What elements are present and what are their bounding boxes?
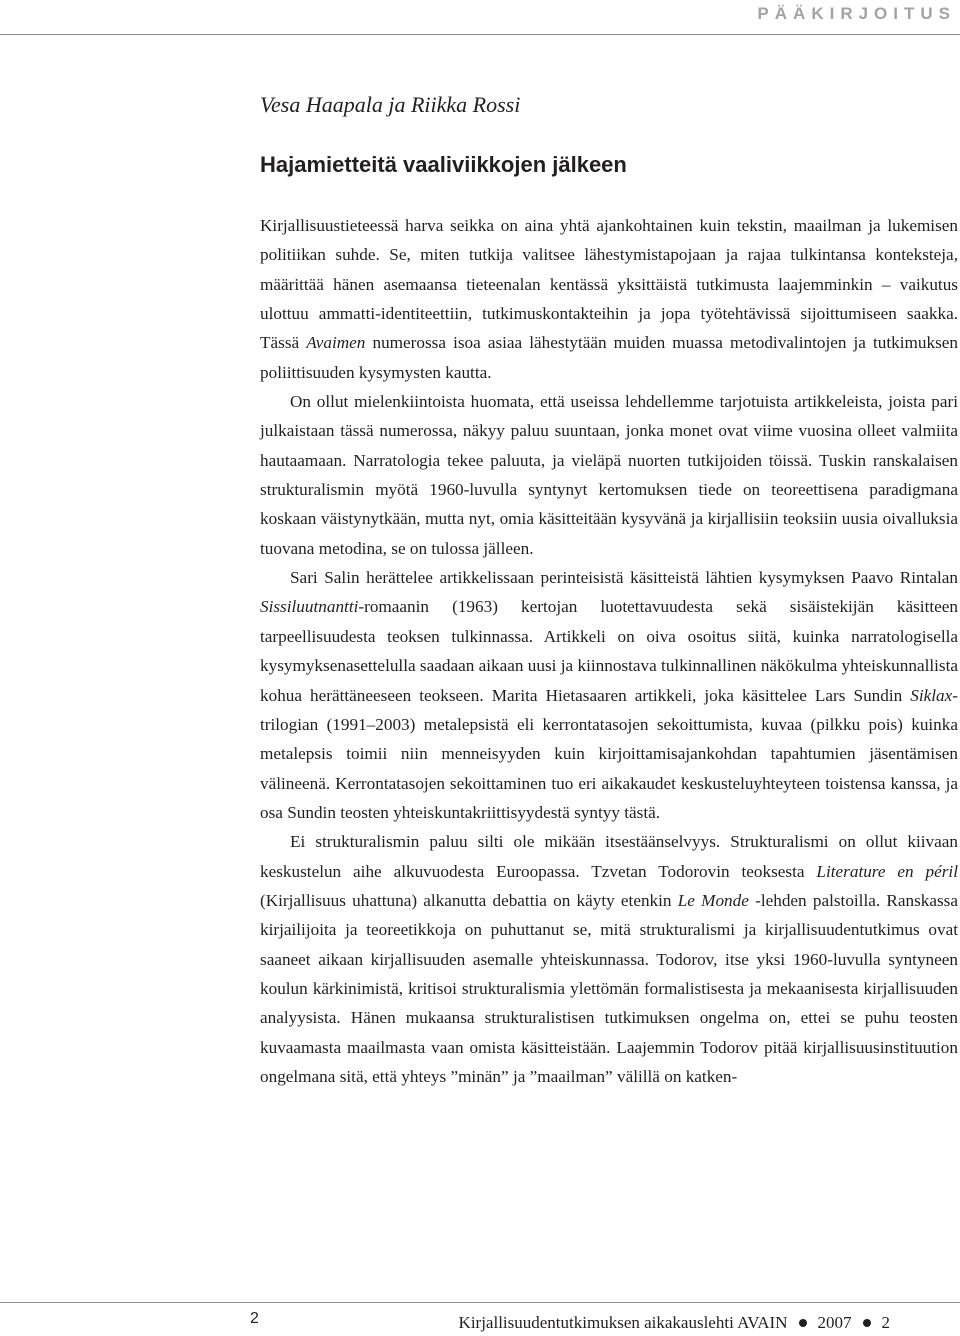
italic-title: Siklax [910, 685, 953, 705]
text-run: Sari Salin herättelee artikkelissaan perinteisistä käsitteistä lähtien kysymyksen Paavo Rintalan [290, 568, 958, 588]
footer-rule [0, 1302, 960, 1303]
text-run: -trilogian (1991–2003) metalepsistä eli kerrontatasojen sekoittumista, kuvaa (pilkku pois) kuinka metalepsis toimii niin menneisyyden kuin kirjoittamisajankohdan tapahtumien jäsentämisen välineenä. Kerrontatasojen sekoittaminen tuo eri aikakaudet keskusteluyhteyteen toistensa kanssa, ja osa Sundin teosten yhteiskuntakriittisyydestä syntyy tästä. [260, 685, 958, 822]
italic-title: Le Monde [677, 890, 749, 910]
bullet-icon [799, 1319, 807, 1327]
text-run: Kirjallisuustieteessä harva seikka on aina yhtä ajankohtainen kuin tekstin, maailman ja lukemisen politiikan suhde. Se, miten tutkija valitsee lähestymistapojaan ja rajaa tulkintansa konteksteja, määrittää hänen asemaansa tieteenalan kentässä yksittäistä tutkimusta laajemminkin – vaikutus ulottuu ammatti-identiteettiin, tutkimuskontakteihin ja jopa työtehtävissä sijoittumiseen saakka. Tässä [260, 216, 958, 353]
text-run: numerossa isoa asiaa lähestytään muiden muassa metodivalintojen ja tutkimuksen poliittisuuden kysymysten kautta. [260, 333, 958, 382]
article-body [260, 211, 958, 1091]
paragraph [260, 827, 958, 1091]
bullet-icon [863, 1319, 871, 1327]
text-run: On ollut mielenkiintoista huomata, että useissa lehdellemme tarjotuista artikkeleista, joista pari julkaistaan tässä numerossa, näkyy paluu suuntaan, jonka monet ovat viime vuosina olleet valmiita hautaamaan. Narratologia tekee paluuta, ja vieläpä nuorten tutkijoiden töissä. Tuskin ranskalaisen strukturalismin myötä 1960-luvulla syntynyt kertomuksen tiede on teoreettisena paradigmana koskaan väistynytkään, mutta nyt, omia käsitteitään kysyvänä ja kirjallisiin teoksiin uusia oivalluksia tuovana metodina, se on tulossa jälleen. [260, 392, 958, 558]
journal-year: 2007 [817, 1313, 852, 1332]
text-run: -romaanin (1963) kertojan luotettavuudesta sekä sisäistekijän käsitteen tarpeellisuudesta teoksen tulkinnassa. Artikkeli on oiva osoitus siitä, kuinka narratologisella kysymyksenasettelulla saadaan aikaan uusi ja kiinnostava tulkinnallinen näkökulma yhteiskunnallista kohua herättäneeseen teokseen. Marita Hietasaaren artikkeli, joka käsittelee Lars Sundin [260, 597, 958, 705]
text-run: -lehden palstoilla. Ranskassa kirjailijoita ja teoreetikkoja on puhuttanut se, mitä strukturalismi ja kirjallisuudentutkimus ovat saaneet aikaan kirjallisuuden asemalle yhteiskunnassa. Todorov, itse yksi 1960-luvulla syntyneen koulun kärkinimistä, kritisoi strukturalismia ylettömän formalistisesta ja mekaanisesta kirjallisuuden analyysista. Hänen mukaansa strukturalistisen tutkimuksen ongelma on, ettei se puhu teosten kuvaamasta maailmasta vaan omista käsitteistään. Laajemmin Todorov pitää kirjallisuusinstituution ongelmana sitä, että yhteys ”minän” ja ”maailman” välillä on katken- [260, 890, 958, 1086]
text-run: (Kirjallisuus uhattuna) alkanutta debattia on käyty etenkin [260, 890, 678, 910]
paragraph [260, 563, 958, 827]
italic-title: Sissiluutnantti [260, 597, 359, 617]
journal-name: Kirjallisuudentutkimuksen aikakauslehti AVAIN [458, 1313, 788, 1332]
italic-title: Avaimen [306, 333, 366, 353]
header-rule [0, 34, 960, 35]
paragraph [260, 211, 958, 387]
journal-issue: 2 [881, 1313, 890, 1332]
paragraph [260, 387, 958, 563]
italic-title: Literature en péril [816, 861, 958, 881]
article-authors: Vesa Haapala ja Riikka Rossi [260, 92, 521, 117]
section-label: PÄÄKIRJOITUS [757, 4, 956, 23]
text-run: Ei strukturalismin paluu silti ole mikään itsestäänselvyys. Strukturalismi on ollut kiivaan keskustelun aihe alkuvuodesta Euroopassa. Tzvetan Todorovin teoksesta [260, 832, 958, 881]
page-number: 2 [250, 1310, 259, 1327]
journal-info [459, 1313, 890, 1333]
article-title: Hajamietteitä vaaliviikkojen jälkeen [260, 152, 627, 177]
